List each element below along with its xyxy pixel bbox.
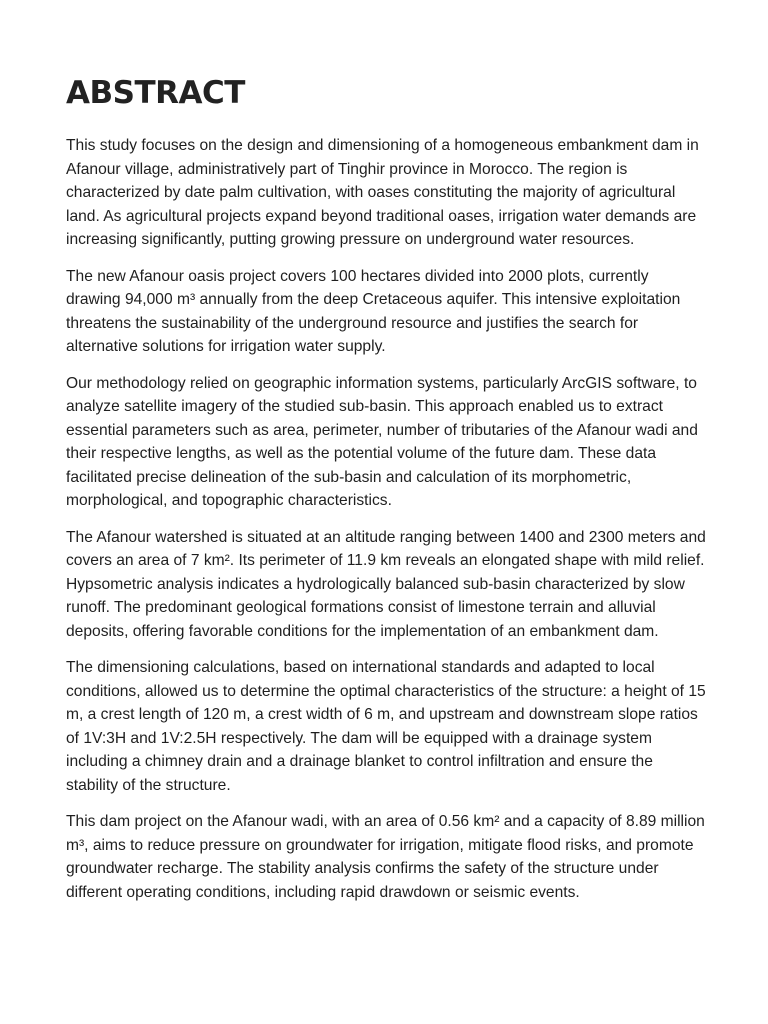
abstract-paragraph-2: The new Afanour oasis project covers 100 hectares divided into 2000 plots, currently drawing 94,000 m³ annually from the deep Cretaceous aquifer. This intensive exploitation threatens the sustainability of the underground resource and justifies the search for alternative solutions for irrigation water supply. <box>66 267 681 355</box>
abstract-paragraph-5: The dimensioning calculations, based on international standards and adapted to local conditions, allowed us to determine the optimal characteristics of the structure: a height of 15 m, a crest length of 120 m, a crest width of 6 m, and upstream and downstream slope ratios of 1V:3H and 1V:2.5H respectively. The dam will be equipped with a drainage system including a chimney drain and a drainage blanket to control infiltration and ensure the stability of the structure. <box>66 659 706 794</box>
abstract-paragraph-1: This study focuses on the design and dimensioning of a homogeneous embankment dam in Afanour village, administratively part of Tinghir province in Morocco. The region is characterized by date palm cultivation, with oases constituting the majority of agricultural land. As agricultural projects expand beyond traditional oases, irrigation water demands are increasing significantly, putting growing pressure on underground water resources. <box>66 137 699 248</box>
abstract-page <box>66 72 706 917</box>
abstract-paragraph-4: The Afanour watershed is situated at an altitude ranging between 1400 and 2300 meters and covers an area of 7 km². Its perimeter of 11.9 km reveals an elongated shape with mild relief. Hypsometric analysis indicates a hydrologically balanced sub-basin characterized by slow runoff. The predominant geological formations consist of limestone terrain and alluvial deposits, offering favorable conditions for the implementation of an embankment dam. <box>66 528 706 640</box>
abstract-paragraph-6: This dam project on the Afanour wadi, with an area of 0.56 km² and a capacity of 8.89 million m³, aims to reduce pressure on groundwater for irrigation, mitigate flood risks, and promote groundwater recharge. The stability analysis confirms the safety of the structure under different operating conditions, including rapid drawdown or seismic events. <box>66 813 705 901</box>
abstract-heading: ABSTRACT <box>66 75 245 111</box>
abstract-paragraph-3: Our methodology relied on geographic information systems, particularly ArcGIS software, to analyze satellite imagery of the studied sub-basin. This approach enabled us to extract essential parameters such as area, perimeter, number of tributaries of the Afanour wadi and their respective lengths, as well as the potential volume of the future dam. These data facilitated precise delineation of the sub-basin and calculation of its morphometric, morphological, and topographic characteristics. <box>66 374 698 509</box>
